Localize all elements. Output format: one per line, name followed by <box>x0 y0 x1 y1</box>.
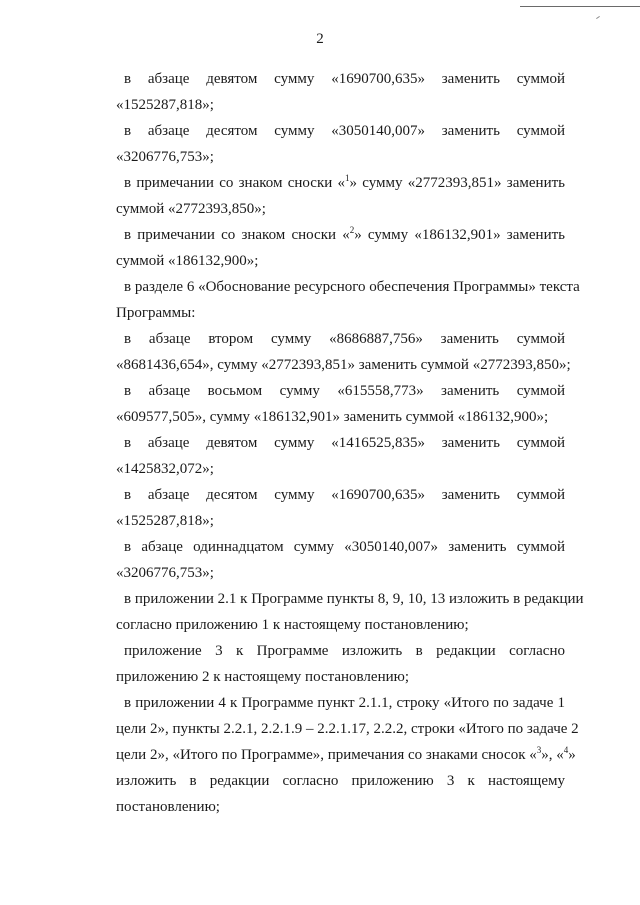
paragraph-p7 <box>116 378 565 430</box>
text-line: в абзаце восьмом сумму «615558,773» заменить суммой <box>124 383 565 399</box>
paragraph-p8 <box>116 430 565 482</box>
paragraph-p6 <box>116 326 571 378</box>
text-line: в приложении 4 к Программе пункт 2.1.1, строку «Итого по задаче 1 <box>124 695 565 711</box>
text-fragment: », « <box>541 747 564 763</box>
text-line: приложению 2 к настоящему постановлению; <box>116 669 409 685</box>
footnote-mark: 1 <box>345 173 350 183</box>
text-fragment: » сумму «2772393,851» заменить <box>349 175 565 191</box>
text-fragment: цели 2», «Итого по Программе», примечания со знаками сносок « <box>116 747 537 763</box>
text-line: «8681436,654», сумму «2772393,851» заменить суммой «2772393,850»; <box>116 357 571 373</box>
text-line: в абзаце десятом сумму «3050140,007» заменить суммой <box>124 123 565 139</box>
text-line: в абзаце втором сумму «8686887,756» заменить суммой <box>124 331 565 347</box>
text-line: «1525287,818»; <box>116 513 214 529</box>
paragraph-p13 <box>116 690 579 820</box>
paragraph-p9 <box>116 482 565 534</box>
page-number: 2 <box>316 31 324 47</box>
scan-edge-line <box>520 6 640 7</box>
scan-mark <box>596 16 600 19</box>
text-line: в абзаце десятом сумму «1690700,635» заменить суммой <box>124 487 565 503</box>
paragraph-p12 <box>116 638 565 690</box>
text-line: Программы: <box>116 305 196 321</box>
text-line: суммой «2772393,850»; <box>116 201 266 217</box>
text-line: в разделе 6 «Обоснование ресурсного обеспечения Программы» текста <box>124 279 580 295</box>
text-line: «3206776,753»; <box>116 565 214 581</box>
text-line: «1525287,818»; <box>116 97 214 113</box>
text-line: «1425832,072»; <box>116 461 214 477</box>
text-line: в абзаце девятом сумму «1416525,835» заменить суммой <box>124 435 565 451</box>
footnote-mark: 3 <box>536 745 542 755</box>
paragraph-p10 <box>116 534 565 586</box>
footnote-mark: 4 <box>563 745 569 755</box>
paragraph-p1 <box>116 66 565 118</box>
paragraph-p11 <box>116 586 584 638</box>
paragraph-p5 <box>116 274 580 326</box>
paragraph-p4 <box>116 222 565 274</box>
text-line <box>116 170 565 196</box>
text-fragment: в примечании со знаком сноски « <box>124 227 350 243</box>
text-line: согласно приложению 1 к настоящему постановлению; <box>116 617 469 633</box>
text-line <box>116 742 576 768</box>
document-body <box>116 66 584 820</box>
text-line: цели 2», пункты 2.2.1, 2.2.1.9 – 2.2.1.17, 2.2.2, строки «Итого по задаче 2 <box>116 721 579 737</box>
paragraph-p2 <box>116 118 565 170</box>
text-line: в приложении 2.1 к Программе пункты 8, 9, 10, 13 изложить в редакции <box>124 591 584 607</box>
text-line: изложить в редакции согласно приложению 3 к настоящему <box>116 773 565 789</box>
text-line: «609577,505», сумму «186132,901» заменить суммой «186132,900»; <box>116 409 549 425</box>
text-line: «3206776,753»; <box>116 149 214 165</box>
text-line: в абзаце девятом сумму «1690700,635» заменить суммой <box>124 71 565 87</box>
paragraph-p3 <box>116 170 565 222</box>
text-fragment: » <box>568 747 576 763</box>
text-fragment: » сумму «186132,901» заменить <box>354 227 565 243</box>
text-line <box>116 222 565 248</box>
text-line: суммой «186132,900»; <box>116 253 259 269</box>
text-line: приложение 3 к Программе изложить в редакции согласно <box>124 643 565 659</box>
text-line: постановлению; <box>116 799 220 815</box>
footnote-mark: 2 <box>349 225 355 235</box>
text-line: в абзаце одиннадцатом сумму «3050140,007» заменить суммой <box>124 539 565 555</box>
text-fragment: в примечании со знаком сноски « <box>124 175 346 191</box>
